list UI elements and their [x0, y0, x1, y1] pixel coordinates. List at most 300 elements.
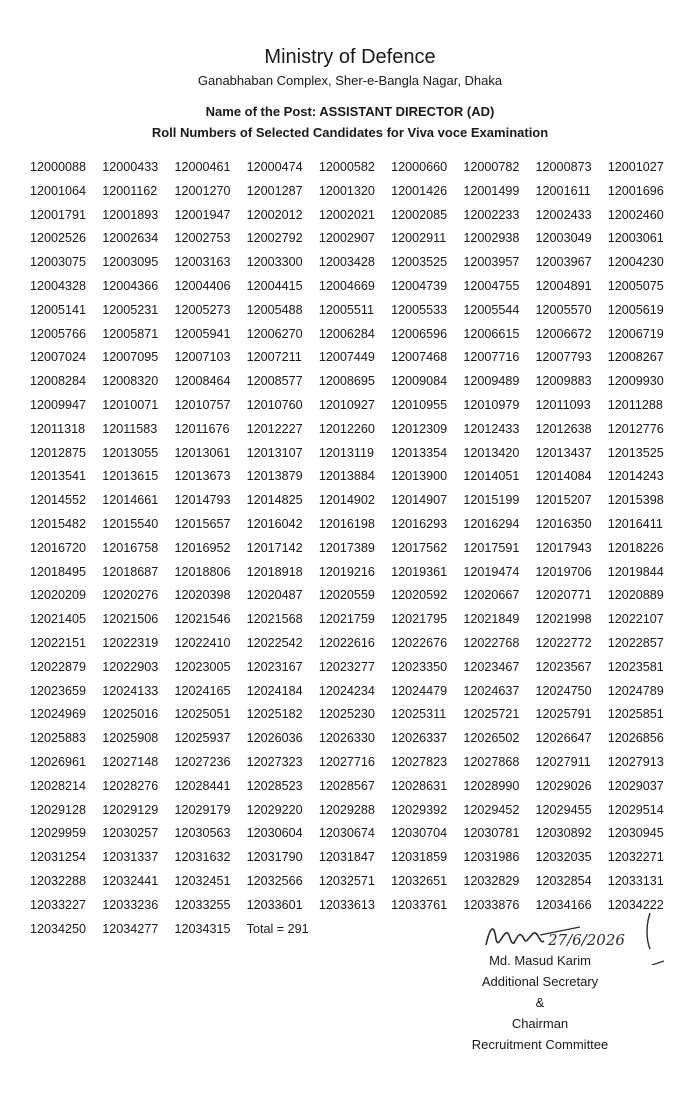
roll-number-cell: 12033236 [102, 897, 159, 912]
roll-number-cell: 12003525 [391, 255, 448, 270]
roll-number-cell: 12001064 [30, 183, 87, 198]
roll-number-cell: 12025182 [246, 707, 303, 722]
roll-number-cell: 12009489 [463, 374, 520, 389]
roll-number-cell: 12032271 [607, 850, 664, 865]
roll-number-cell: 12012875 [30, 445, 87, 460]
roll-number-cell: 12014051 [463, 469, 520, 484]
signatory-name: Md. Masud Karim [489, 953, 591, 968]
roll-number-cell: 12034166 [535, 897, 592, 912]
roll-number-cell: 12011288 [607, 397, 663, 412]
roll-number-cell: 12008284 [30, 374, 87, 389]
roll-number-cell: 12019706 [535, 564, 592, 579]
roll-number-cell: 12011093 [535, 397, 591, 412]
roll-number-cell: 12025851 [607, 707, 664, 722]
roll-number-cell: 12005075 [607, 278, 664, 293]
roll-number-cell: 12034222 [607, 897, 664, 912]
roll-number-cell: 12014552 [30, 493, 87, 508]
signature-block [440, 950, 640, 1055]
roll-number-cell: 12002907 [318, 231, 375, 246]
document-subtitle: Roll Numbers of Selected Candidates for Viva voce Examination [151, 125, 549, 140]
roll-number-cell: 12006284 [318, 326, 375, 341]
roll-number-cell: 12032651 [391, 873, 448, 888]
roll-number-cell: 12001320 [318, 183, 375, 198]
roll-number-cell: 12005273 [174, 302, 231, 317]
roll-number-cell: 12030892 [535, 826, 592, 841]
roll-number-cell: 12004328 [30, 278, 87, 293]
roll-number-cell: 12022676 [391, 635, 448, 650]
roll-number-cell: 12013354 [391, 445, 448, 460]
roll-number-cell: 12032451 [174, 873, 231, 888]
roll-number-cell: 12003967 [535, 255, 592, 270]
roll-number-cell: 12026647 [535, 731, 592, 746]
roll-number-cell: 12004415 [246, 278, 303, 293]
roll-number-cell: 12029129 [102, 802, 159, 817]
roll-number-cell: 12022903 [102, 659, 159, 674]
roll-number-cell: 12031859 [391, 850, 448, 865]
roll-number-cell: 12017943 [535, 540, 592, 555]
roll-number-cell: 12031632 [174, 850, 231, 865]
signatory-designation: Additional Secretary [481, 974, 599, 989]
roll-number-cell: 12023467 [463, 659, 520, 674]
roll-number-cell: 12030704 [391, 826, 448, 841]
roll-number-cell: 12022772 [535, 635, 592, 650]
roll-number-cell: 12001287 [246, 183, 303, 198]
roll-number-cell: 12007793 [535, 350, 592, 365]
roll-number-cell: 12013673 [174, 469, 231, 484]
roll-number-cell: 12001696 [607, 183, 664, 198]
roll-number-cell: 12008577 [246, 374, 303, 389]
roll-number-cell: 12011318 [30, 421, 86, 436]
roll-number-cell: 12005570 [535, 302, 592, 317]
roll-number-cell: 12007024 [30, 350, 87, 365]
roll-number-cell: 12014661 [102, 493, 159, 508]
total-count: Total = 291 [246, 921, 309, 936]
roll-number-cell: 12003957 [463, 255, 520, 270]
roll-number-cell: 12014825 [246, 493, 303, 508]
roll-number-cell: 12021795 [391, 612, 448, 627]
roll-number-cell: 12001947 [174, 207, 231, 222]
roll-number-cell: 12003075 [30, 255, 87, 270]
roll-number-cell: 12002526 [30, 231, 87, 246]
roll-number-cell: 12001162 [102, 183, 158, 198]
roll-number-cell: 12032571 [318, 873, 375, 888]
roll-number-cell: 12027823 [391, 754, 448, 769]
roll-number-cell: 12022616 [318, 635, 375, 650]
roll-number-cell: 12019216 [318, 564, 375, 579]
roll-number-cell: 12029026 [535, 778, 592, 793]
roll-number-cell: 12018495 [30, 564, 87, 579]
roll-number-cell: 12028567 [318, 778, 375, 793]
roll-number-cell: 12013437 [535, 445, 592, 460]
roll-number-cell: 12001791 [30, 207, 87, 222]
roll-number-cell: 12030781 [463, 826, 520, 841]
roll-number-cell: 12006672 [535, 326, 592, 341]
roll-number-cell: 12000873 [535, 160, 592, 174]
roll-number-cell: 12028276 [102, 778, 159, 793]
roll-number-cell: 12023659 [30, 683, 87, 698]
ministry-title: Ministry of Defence [264, 46, 436, 68]
roll-number-cell: 12000582 [318, 160, 375, 174]
roll-number-cell: 12031790 [246, 850, 303, 865]
roll-number-cell: 12015199 [463, 493, 520, 508]
roll-number-cell: 12008267 [607, 350, 664, 365]
roll-number-cell: 12016294 [463, 516, 520, 531]
roll-number-cell: 12022857 [607, 635, 664, 650]
roll-number-cell: 12032035 [535, 850, 592, 865]
roll-number-cell: 12029220 [246, 802, 303, 817]
roll-number-cell: 12029392 [391, 802, 448, 817]
roll-number-cell: 12016720 [30, 540, 87, 555]
roll-number-cell: 12018226 [607, 540, 664, 555]
roll-number-cell: 12023581 [607, 659, 664, 674]
roll-number-cell: 12023005 [174, 659, 231, 674]
roll-number-cell: 12029959 [30, 826, 87, 841]
roll-number-cell: 12025937 [174, 731, 231, 746]
roll-number-cell: 12008320 [102, 374, 159, 389]
roll-number-cell: 12021849 [463, 612, 520, 627]
roll-number-cell: 12020771 [535, 588, 592, 603]
roll-number-cell: 12005619 [607, 302, 664, 317]
roll-number-cell: 12009084 [391, 374, 448, 389]
roll-number-cell: 12016350 [535, 516, 592, 531]
roll-number-cell: 12033876 [463, 897, 520, 912]
roll-number-cell: 12020667 [463, 588, 520, 603]
roll-number-cell: 12014793 [174, 493, 231, 508]
roll-number-cell: 12018687 [102, 564, 159, 579]
roll-number-cell: 12025908 [102, 731, 159, 746]
roll-number-cell: 12030257 [102, 826, 159, 841]
roll-number-cell: 12023567 [535, 659, 592, 674]
roll-number-cell: 12017591 [463, 540, 520, 555]
roll-number-cell: 12031254 [30, 850, 87, 865]
roll-number-cell: 12004755 [463, 278, 520, 293]
roll-number-cell: 12013061 [174, 445, 231, 460]
roll-number-cell: 12023350 [391, 659, 448, 674]
roll-number-cell: 12000088 [30, 160, 87, 174]
ministry-address: Ganabhaban Complex, Sher-e-Bangla Nagar, Dhaka [197, 73, 503, 88]
roll-number-cell: 12029455 [535, 802, 592, 817]
roll-number-cell: 12028990 [463, 778, 520, 793]
roll-number-cell: 12022879 [30, 659, 87, 674]
roll-number-cell: 12034277 [102, 921, 159, 936]
roll-number-cell: 12013884 [318, 469, 375, 484]
roll-number-cell: 12024789 [607, 683, 664, 698]
roll-number-cell: 12017562 [391, 540, 448, 555]
roll-number-cell: 12002021 [318, 207, 375, 222]
roll-number-cell: 12022542 [246, 635, 303, 650]
roll-number-cell: 12000660 [391, 160, 448, 174]
roll-number-cell: 12000433 [102, 160, 159, 174]
roll-number-cell: 12024165 [174, 683, 231, 698]
roll-number-cell: 12003428 [318, 255, 375, 270]
roll-number-cell: 12021568 [246, 612, 303, 627]
roll-number-cell: 12033255 [174, 897, 231, 912]
roll-number-cell: 12009930 [607, 374, 664, 389]
roll-number-cell: 12034250 [30, 921, 87, 936]
roll-number-cell: 12022319 [102, 635, 159, 650]
roll-number-cell: 12014084 [535, 469, 592, 484]
roll-number-cell: 12002012 [246, 207, 303, 222]
roll-number-cell: 12026036 [246, 731, 303, 746]
roll-number-cell: 12021998 [535, 612, 592, 627]
roll-number-cell: 12015540 [102, 516, 159, 531]
roll-number-cell: 12020592 [391, 588, 448, 603]
roll-number-cell: 12006270 [246, 326, 303, 341]
roll-number-cell: 12002753 [174, 231, 231, 246]
roll-number-cell: 12013119 [318, 445, 374, 460]
roll-number-cell: 12000782 [463, 160, 520, 174]
roll-number-cell: 12020209 [30, 588, 87, 603]
roll-number-cell: 12021759 [318, 612, 375, 627]
roll-number-cell: 12002460 [607, 207, 664, 222]
roll-number-cell: 12016758 [102, 540, 159, 555]
roll-number-cell: 12013879 [246, 469, 303, 484]
roll-number-cell: 12001893 [102, 207, 159, 222]
roll-number-cell: 12016952 [174, 540, 231, 555]
roll-number-cell: 12002792 [246, 231, 303, 246]
roll-number-cell: 12031847 [318, 850, 375, 865]
roll-number-cell: 12032288 [30, 873, 87, 888]
roll-number-cell: 12002433 [535, 207, 592, 222]
roll-number-cell: 12001426 [391, 183, 448, 198]
signature-date: 27/6/2026 [548, 931, 625, 949]
roll-number-cell: 12005231 [102, 302, 159, 317]
roll-number-cell: 12016411 [607, 516, 663, 531]
roll-number-cell: 12019844 [607, 564, 664, 579]
roll-number-cell: 12006615 [463, 326, 520, 341]
roll-number-cell: 12020889 [607, 588, 664, 603]
roll-number-cell: 12017389 [318, 540, 375, 555]
roll-number-cell: 12026961 [30, 754, 87, 769]
roll-number-cell: 12025791 [535, 707, 592, 722]
roll-number-cell: 12033601 [246, 897, 303, 912]
roll-number-cell: 12013900 [391, 469, 448, 484]
roll-number-cell: 12007095 [102, 350, 159, 365]
roll-number-cell: 12020276 [102, 588, 159, 603]
roll-number-cell: 12032854 [535, 873, 592, 888]
roll-number-cell: 12032441 [102, 873, 159, 888]
roll-number-cell: 12010927 [318, 397, 375, 412]
roll-number-cell: 12027236 [174, 754, 231, 769]
roll-number-cell: 12013525 [607, 445, 664, 460]
roll-number-cell: 12003095 [102, 255, 159, 270]
roll-number-cell: 12000461 [174, 160, 231, 174]
roll-number-cell: 12033131 [607, 873, 664, 888]
roll-number-cell: 12013055 [102, 445, 159, 460]
roll-number-cell: 12008695 [318, 374, 375, 389]
roll-number-cell: 12002233 [463, 207, 520, 222]
roll-number-cell: 12006719 [607, 326, 664, 341]
roll-number-cell: 12030674 [318, 826, 375, 841]
roll-number-cell: 12028441 [174, 778, 231, 793]
roll-number-cell: 12001611 [535, 183, 591, 198]
roll-number-cell: 12024133 [102, 683, 159, 698]
roll-number-cell: 12024969 [30, 707, 87, 722]
roll-number-cell: 12031986 [463, 850, 520, 865]
roll-number-cell: 12032566 [246, 873, 303, 888]
roll-number-cell: 12003300 [246, 255, 303, 270]
roll-number-cell: 12030563 [174, 826, 231, 841]
roll-number-cell: 12030604 [246, 826, 303, 841]
roll-number-cell: 12012638 [535, 421, 592, 436]
roll-number-cell: 12016198 [318, 516, 375, 531]
roll-number-cell: 12013420 [463, 445, 520, 460]
roll-number-cell: 12031337 [102, 850, 159, 865]
roll-number-cell: 12024479 [391, 683, 448, 698]
roll-number-cell: 12025883 [30, 731, 87, 746]
roll-number-cell: 12027868 [463, 754, 520, 769]
roll-number-cell: 12020559 [318, 588, 375, 603]
roll-number-cell: 12001499 [463, 183, 520, 198]
roll-number-cell: 12001027 [607, 160, 664, 174]
roll-number-cell: 12002911 [391, 231, 447, 246]
roll-number-cell: 12012776 [607, 421, 664, 436]
roll-number-cell: 12025016 [102, 707, 159, 722]
roll-number-cell: 12004406 [174, 278, 231, 293]
roll-number-cell: 12025051 [174, 707, 231, 722]
roll-number-cell: 12012260 [318, 421, 375, 436]
roll-number-cell: 12024750 [535, 683, 592, 698]
roll-number-cell: 12007449 [318, 350, 375, 365]
roll-number-cell: 12015657 [174, 516, 231, 531]
roll-number-cell: 12029037 [607, 778, 664, 793]
roll-number-cell: 12021506 [102, 612, 159, 627]
roll-number-cell: 12028631 [391, 778, 448, 793]
roll-number-cell: 12021405 [30, 612, 87, 627]
roll-number-cell: 12022768 [463, 635, 520, 650]
roll-number-cell: 12026330 [318, 731, 375, 746]
roll-number-cell: 12005488 [246, 302, 303, 317]
roll-number-cell: 12006596 [391, 326, 448, 341]
post-name: Name of the Post: ASSISTANT DIRECTOR (AD) [205, 104, 495, 119]
roll-number-cell: 12010955 [391, 397, 448, 412]
roll-number-cell: 12018918 [246, 564, 303, 579]
roll-number-cell: 12027716 [318, 754, 375, 769]
roll-number-cell: 12005941 [174, 326, 231, 341]
roll-number-cell: 12019474 [463, 564, 520, 579]
roll-number-cell: 12004891 [535, 278, 592, 293]
roll-number-cell: 12011676 [174, 421, 230, 436]
roll-number-cell: 12011583 [102, 421, 158, 436]
roll-number-cell: 12025311 [391, 707, 447, 722]
roll-number-cell: 12027913 [607, 754, 664, 769]
roll-number-cell: 12024637 [463, 683, 520, 698]
roll-number-cell: 12029288 [318, 802, 375, 817]
roll-number-cell: 12002085 [391, 207, 448, 222]
roll-number-cell: 12008464 [174, 374, 231, 389]
roll-number-cell: 12005544 [463, 302, 520, 317]
roll-number-cell: 12013541 [30, 469, 87, 484]
signatory-committee: Recruitment Committee [471, 1037, 609, 1052]
roll-number-cell: 12034315 [174, 921, 231, 936]
roll-number-cell: 12026856 [607, 731, 664, 746]
roll-number-cell: 12020398 [174, 588, 231, 603]
roll-number-cell: 12028214 [30, 778, 87, 793]
roll-number-cell: 12007103 [174, 350, 231, 365]
roll-number-cell: 12004230 [607, 255, 664, 270]
roll-number-cell: 12016042 [246, 516, 303, 531]
roll-number-cell: 12001270 [174, 183, 231, 198]
roll-number-cell: 12029179 [174, 802, 231, 817]
document-header [0, 44, 700, 143]
roll-number-cell: 12025230 [318, 707, 375, 722]
roll-number-cell: 12007716 [463, 350, 520, 365]
roll-number-cell: 12007211 [246, 350, 302, 365]
roll-number-cell: 12005511 [318, 302, 374, 317]
roll-number-cell: 12012433 [463, 421, 520, 436]
roll-number-cell: 12003049 [535, 231, 592, 246]
roll-number-cell: 12015482 [30, 516, 87, 531]
roll-number-cell: 12033613 [318, 897, 375, 912]
signatory-ampersand: & [535, 995, 545, 1010]
roll-number-cell: 12033227 [30, 897, 87, 912]
roll-number-cell: 12022107 [607, 612, 664, 627]
roll-number-cell: 12004669 [318, 278, 375, 293]
roll-number-cell: 12013107 [246, 445, 303, 460]
roll-number-cell: 12012309 [391, 421, 448, 436]
roll-number-cell: 12029128 [30, 802, 87, 817]
roll-number-cell: 12009947 [30, 397, 87, 412]
roll-number-cell: 12026337 [391, 731, 448, 746]
roll-number-cell: 12015398 [607, 493, 664, 508]
roll-number-cell: 12005766 [30, 326, 87, 341]
roll-number-cell: 12017142 [246, 540, 303, 555]
roll-number-cell: 12032829 [463, 873, 520, 888]
signatory-role: Chairman [511, 1016, 569, 1031]
roll-number-cell: 12027911 [535, 754, 591, 769]
roll-number-cell: 12004739 [391, 278, 448, 293]
roll-number-cell: 12005871 [102, 326, 159, 341]
roll-number-cell: 12020487 [246, 588, 303, 603]
roll-number-cell: 12022410 [174, 635, 231, 650]
roll-number-cell: 12014907 [391, 493, 448, 508]
roll-number-cell: 12009883 [535, 374, 592, 389]
roll-number-cell: 12028523 [246, 778, 303, 793]
roll-number-cell: 12016293 [391, 516, 448, 531]
roll-number-cell: 12023167 [246, 659, 303, 674]
roll-number-cell: 12033761 [391, 897, 448, 912]
roll-number-cell: 12025721 [463, 707, 520, 722]
roll-number-cell: 12005533 [391, 302, 448, 317]
roll-number-cell: 12013615 [102, 469, 159, 484]
roll-number-cell: 12002938 [463, 231, 520, 246]
roll-number-cell: 12010071 [102, 397, 159, 412]
roll-number-cell: 12003163 [174, 255, 231, 270]
roll-number-cell: 12029514 [607, 802, 664, 817]
roll-number-cell: 12030945 [607, 826, 664, 841]
roll-number-cell: 12022151 [30, 635, 87, 650]
roll-number-cell: 12010760 [246, 397, 303, 412]
roll-number-cell: 12004366 [102, 278, 159, 293]
roll-number-grid [30, 156, 680, 941]
roll-number-cell: 12018806 [174, 564, 231, 579]
roll-number-cell: 12026502 [463, 731, 520, 746]
roll-number-cell: 12005141 [30, 302, 87, 317]
roll-number-cell: 12023277 [318, 659, 375, 674]
roll-number-cell: 12014902 [318, 493, 375, 508]
roll-number-cell: 12024234 [318, 683, 375, 698]
roll-number-cell: 12007468 [391, 350, 448, 365]
roll-number-cell: 12010979 [463, 397, 520, 412]
roll-number-cell: 12015207 [535, 493, 592, 508]
roll-number-cell: 12012227 [246, 421, 303, 436]
roll-number-cell: 12029452 [463, 802, 520, 817]
roll-number-cell: 12002634 [102, 231, 159, 246]
roll-number-cell: 12003061 [607, 231, 664, 246]
roll-number-cell: 12010757 [174, 397, 231, 412]
roll-number-cell: 12000474 [246, 160, 303, 174]
roll-number-cell: 12027148 [102, 754, 159, 769]
